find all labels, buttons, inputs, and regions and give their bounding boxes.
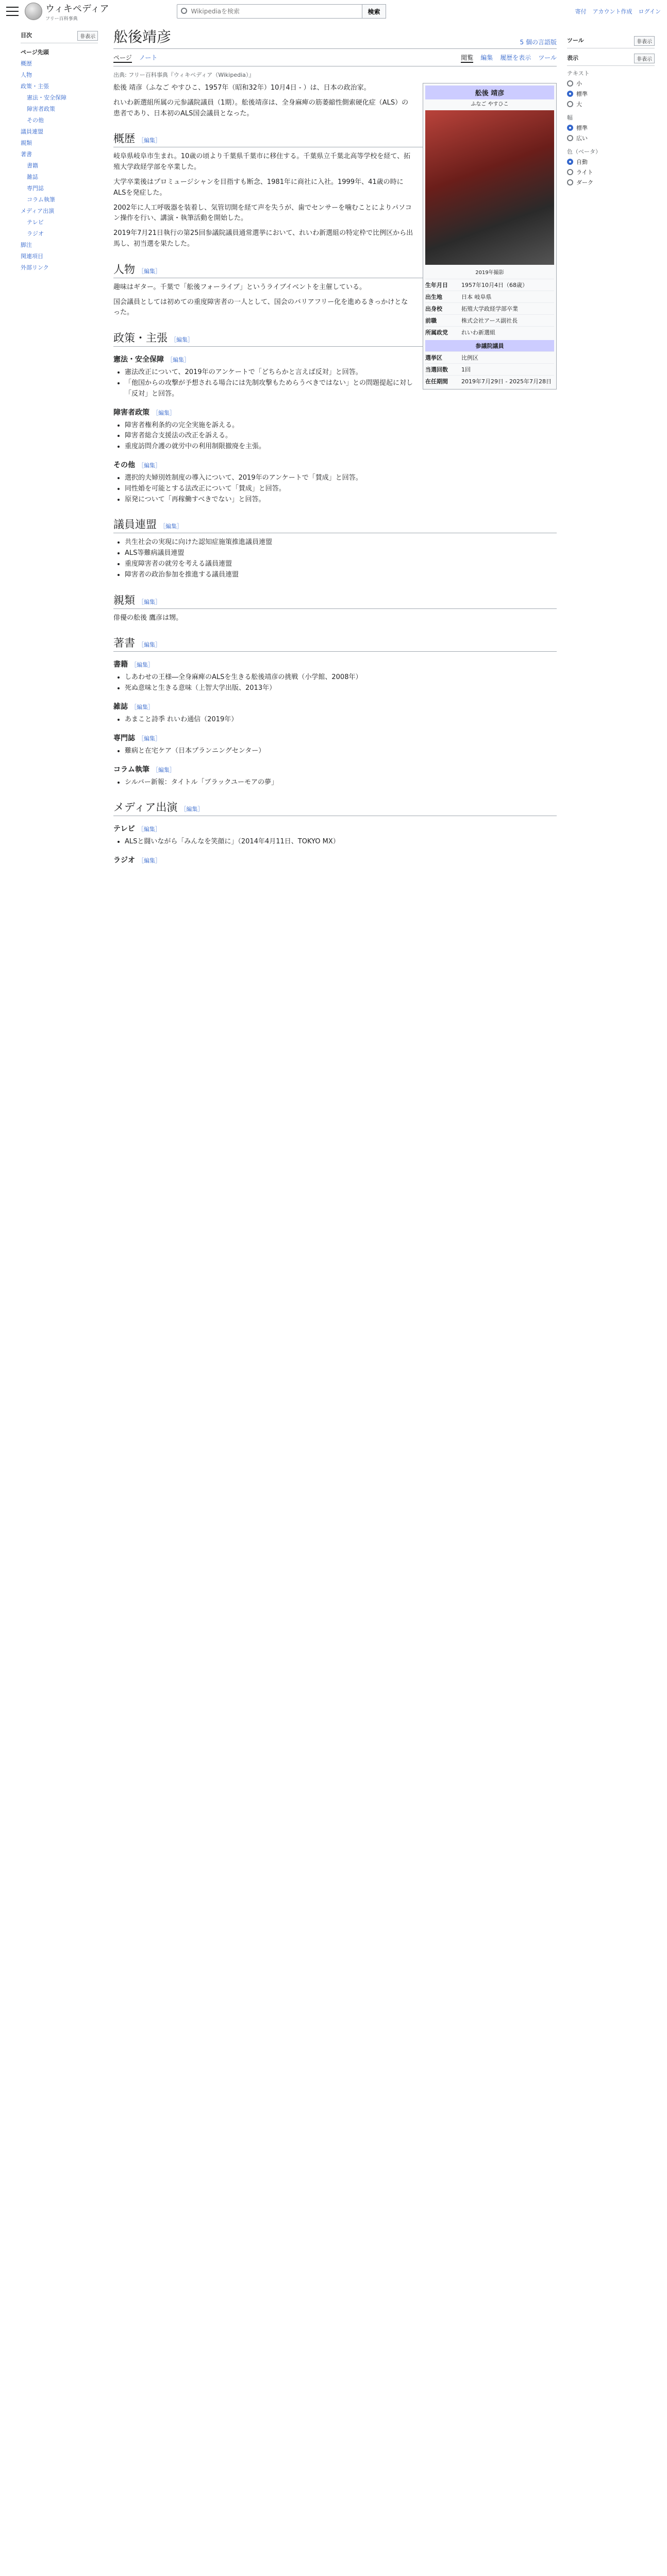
infobox-value: 2019年7月29日 - 2025年7月28日 <box>461 378 552 385</box>
header-link[interactable]: ログイン <box>638 8 661 15</box>
edit-link[interactable]: ［編集］ <box>171 336 193 344</box>
list-item: • 障害者総合支援法の改正を訴える。 <box>125 431 557 442</box>
infobox-row <box>425 291 554 302</box>
edit-link[interactable]: ［編集］ <box>138 857 161 865</box>
action-tab-2[interactable]: 履歴を表示 <box>500 54 531 61</box>
bullet-list <box>125 777 557 788</box>
section-title: 議員連盟 <box>113 518 157 531</box>
subsection-heading <box>113 460 557 470</box>
paragraph: 趣味はギター。千葉で「舩後フォーライブ」というライブイベントを主催している。 <box>113 283 366 291</box>
radio-label: 標準 <box>576 125 588 131</box>
list-item: • 同性婚を可能とする法改正について「賛成」と回答。 <box>125 484 557 495</box>
header-link[interactable]: 寄付 <box>575 8 587 15</box>
radio-label: 標準 <box>576 91 588 97</box>
language-button[interactable]: 5 個の言語版 <box>520 39 557 46</box>
subsection-heading <box>113 701 557 711</box>
infobox-row <box>425 363 554 375</box>
radio-label: 小 <box>576 80 582 87</box>
radio-label: ライト <box>576 169 593 176</box>
paragraph: 2002年に人工呼吸器を装着し、気管切開を経て声を失うが、歯でセンサーを噛むことによりパソコン操作を行い、講演・執筆活動を開始した。 <box>113 204 412 223</box>
radio-label: 広い <box>576 135 588 142</box>
edit-link[interactable]: ［編集］ <box>180 806 204 813</box>
radio-option[interactable] <box>567 134 655 142</box>
infobox-key: 選挙区 <box>425 354 442 361</box>
list-item: • 重度障害者の就労を考える議員連盟 <box>125 559 557 570</box>
toc-item[interactable]: 人物 <box>21 72 32 78</box>
radio-option[interactable] <box>567 158 655 166</box>
toc-item[interactable]: 関連項目 <box>21 253 43 260</box>
infobox <box>423 83 557 389</box>
toc-item[interactable]: ページ先頭 <box>21 49 49 56</box>
search-input[interactable] <box>177 4 362 19</box>
radio-icon[interactable] <box>567 135 573 141</box>
subsection-title: 憲法・安全保障 <box>113 355 164 364</box>
bullet-list <box>125 473 557 505</box>
section-title: 人物 <box>113 263 135 276</box>
toc-item[interactable]: 概歴 <box>21 60 32 67</box>
subsection-heading <box>113 659 557 669</box>
radio-icon[interactable] <box>567 169 573 175</box>
subsection-heading <box>113 855 557 865</box>
radio-option[interactable] <box>567 124 655 132</box>
bullet-list <box>125 672 557 694</box>
bullet-list <box>125 537 557 580</box>
search-box <box>177 4 386 19</box>
list-item: • 「他国からの攻撃が予想される場合には先制攻撃もためらうべきではない」との問題提起に対し「反対」と回答。 <box>125 378 557 400</box>
infobox-row <box>425 279 554 291</box>
radio-icon[interactable] <box>567 125 573 131</box>
list-item: • 憲法改正について、2019年のアンケートで「どちらかと言えば反対」と回答。 <box>125 367 557 378</box>
paragraph: 岐阜県岐阜市生まれ。10歳の頃より千葉県千葉市に移住する。千葉県立千葉北高等学校を経て、拓殖大学政経学部を卒業した。 <box>113 152 411 172</box>
edit-link[interactable]: ［編集］ <box>167 357 190 364</box>
site-logo[interactable] <box>25 2 109 22</box>
list-item: • 重度訪問介護の就労中の利用制限撤廃を主張。 <box>125 442 557 452</box>
edit-link[interactable]: ［編集］ <box>138 462 161 469</box>
paragraph: 2019年7月21日執行の第25回参議院議員通常選挙において、れいわ新選組の特定枠で比例区から出馬し、初当選を果たした。 <box>113 229 413 248</box>
radio-option[interactable] <box>567 100 655 108</box>
infobox-value: れいわ新選組 <box>461 329 495 336</box>
top-header <box>0 0 667 23</box>
appearance-title: 表示 <box>567 55 578 61</box>
section-heading <box>113 799 557 816</box>
infobox-section: 参議院議員 <box>425 340 554 351</box>
edit-link[interactable]: ［編集］ <box>138 641 161 649</box>
list-item: • あまこと詩季 れいわ通信（2019年） <box>125 715 557 725</box>
radio-option[interactable] <box>567 79 655 88</box>
subsection-heading <box>113 733 557 743</box>
bullet-list <box>125 420 557 452</box>
section-title: 親類 <box>113 594 135 606</box>
toc-item[interactable]: 書籍 <box>27 162 38 169</box>
page-title: 舩後靖彦 <box>113 29 172 45</box>
infobox-title: 舩後 靖彦 <box>425 86 554 99</box>
portrait-photo[interactable] <box>425 110 554 265</box>
menu-icon[interactable] <box>6 7 19 16</box>
paragraph: 大学卒業後はプロミュージシャンを目指すも断念、1981年に商社に入社。1999年、41歳の時にALSを発症した。 <box>113 178 404 197</box>
list-item: • しあわせの王様―全身麻痺のALSを生きる舩後靖彦の挑戦（小学館、2008年） <box>125 672 557 683</box>
list-item: • ALSと闘いながら「みんなを笑顔に」（2014年4月11日、TOKYO MX） <box>125 837 557 848</box>
main-content <box>113 26 557 868</box>
list-item: • 選択的夫婦別姓制度の導入について、2019年のアンケートで「賛成」と回答。 <box>125 473 557 484</box>
radio-option[interactable] <box>567 178 655 187</box>
radio-label: 大 <box>576 101 582 108</box>
toc-item[interactable]: コラム執筆 <box>27 196 55 203</box>
infobox-row <box>425 326 554 338</box>
color-label: 色（ベータ） <box>567 148 601 155</box>
toc-item[interactable]: メディア出演 <box>21 208 55 214</box>
infobox-kana: ふなご やすひこ <box>471 101 509 107</box>
subsection-heading <box>113 764 557 774</box>
edit-link[interactable]: ［編集］ <box>131 662 154 669</box>
search-button[interactable]: 検索 <box>362 4 386 19</box>
subsection-title: その他 <box>113 461 135 469</box>
tools-hide-button[interactable]: 非表示 <box>634 36 655 46</box>
section-title: メディア出演 <box>113 801 178 814</box>
toc-item[interactable]: 脚注 <box>21 242 32 248</box>
toc-item[interactable]: 外部リンク <box>21 264 49 271</box>
subsection-title: 雑誌 <box>113 702 128 711</box>
list-item: • シルバー新報：タイトル「ブラックユーモアの夢」 <box>125 777 557 788</box>
infobox-row <box>425 314 554 326</box>
tab-0[interactable]: ページ <box>113 53 132 63</box>
edit-link[interactable]: ［編集］ <box>138 826 161 833</box>
toc-title: 目次 <box>21 32 32 39</box>
photo-caption: 2019年撮影 <box>475 270 504 276</box>
list-item: • 障害者の政治参加を推進する議員連盟 <box>125 570 557 581</box>
source-note: 出典: フリー百科事典『ウィキペディア（Wikipedia）』 <box>113 72 255 78</box>
toc-item[interactable]: 憲法・安全保障 <box>27 94 66 101</box>
appearance-panel <box>567 31 655 189</box>
infobox-value: 拓殖大学政経学部卒業 <box>461 306 518 312</box>
edit-link[interactable]: ［編集］ <box>138 267 161 275</box>
tab-1[interactable]: ノート <box>139 54 158 61</box>
bullet-list <box>125 746 557 757</box>
infobox-key: 生年月日 <box>425 282 448 289</box>
toc-item[interactable]: テレビ <box>27 219 44 226</box>
infobox-value: 比例区 <box>461 354 478 361</box>
section-title: 概歴 <box>113 132 135 145</box>
appearance-hide-button[interactable]: 非表示 <box>634 54 655 63</box>
subsection-title: テレビ <box>113 825 135 834</box>
intro-paragraph: 舩後 靖彦（ふなご やすひこ、1957年（昭和32年）10月4日 - ）は、日本の政治家。 <box>113 84 371 92</box>
infobox-key: 在任期間 <box>425 378 448 385</box>
subsection-heading <box>113 407 557 417</box>
infobox-key: 前職 <box>425 317 437 324</box>
subsection-title: コラム執筆 <box>113 765 149 774</box>
action-tab-1[interactable]: 編集 <box>480 54 493 61</box>
list-item: • 原発について「再稼働すべきでない」と回答。 <box>125 495 557 505</box>
edit-link[interactable]: ［編集］ <box>138 137 161 144</box>
header-link[interactable]: アカウント作成 <box>592 8 632 15</box>
infobox-row <box>425 302 554 314</box>
radio-option[interactable] <box>567 168 655 176</box>
infobox-row <box>425 375 554 387</box>
radio-icon[interactable] <box>567 159 573 165</box>
toc-hide-button[interactable]: 非表示 <box>77 31 98 41</box>
infobox-key: 当選回数 <box>425 366 448 373</box>
table-of-contents <box>21 31 98 273</box>
edit-link[interactable]: ［編集］ <box>131 703 154 710</box>
radio-label: ダーク <box>576 179 593 186</box>
radio-label: 自動 <box>576 159 588 165</box>
intro-paragraph-2: れいわ新選組所属の元参議院議員（1期）。舩後靖彦は、全身麻痺の筋萎縮性側索硬化症（ALS）の患者であり、日本初のALS国会議員となった。 <box>113 98 409 117</box>
list-item: • 難病と在宅ケア（日本プランニングセンター） <box>125 746 557 757</box>
infobox-value: 1回 <box>461 366 471 373</box>
bullet-list <box>125 715 557 725</box>
toc-item[interactable]: ラジオ <box>27 230 44 237</box>
edit-link[interactable]: ［編集］ <box>160 523 182 530</box>
section-heading <box>113 592 557 609</box>
subsection-title: 専門誌 <box>113 734 135 742</box>
action-tab-3[interactable]: ツール <box>538 54 557 61</box>
subsection-title: ラジオ <box>113 856 135 865</box>
list-item: • 障害者権利条約の完全実施を訴える。 <box>125 420 557 431</box>
edit-link[interactable]: ［編集］ <box>138 598 161 605</box>
infobox-key: 出生地 <box>425 294 442 300</box>
toc-item[interactable]: 障害者政策 <box>27 106 55 112</box>
logo-subtitle: フリー百科事典 <box>45 16 78 22</box>
logo-title: ウィキペディア <box>45 3 109 14</box>
toc-item[interactable]: 専門誌 <box>27 185 44 192</box>
text-size-label: テキスト <box>567 70 590 77</box>
bullet-list <box>125 837 557 848</box>
subsection-title: 書籍 <box>113 660 128 669</box>
list-item: • 共生社会の実現に向けた認知症施策推進議員連盟 <box>125 537 557 548</box>
toc-item[interactable]: 議員連盟 <box>21 128 43 135</box>
infobox-value: 日本 岐阜県 <box>461 294 492 300</box>
edit-link[interactable]: ［編集］ <box>152 766 175 773</box>
infobox-value: 1957年10月4日（68歳） <box>461 282 528 289</box>
action-tab-0[interactable]: 閲覧 <box>461 53 473 63</box>
subsection-heading <box>113 823 557 834</box>
width-label: 幅 <box>567 114 573 121</box>
edit-link[interactable]: ［編集］ <box>153 409 175 416</box>
toc-item[interactable]: 雑誌 <box>27 174 38 180</box>
infobox-row <box>425 351 554 363</box>
radio-option[interactable] <box>567 90 655 98</box>
infobox-key: 出身校 <box>425 306 442 312</box>
tools-title: ツール <box>567 37 584 44</box>
section-heading <box>113 635 557 652</box>
subsection-title: 障害者政策 <box>113 408 149 417</box>
list-item: • ALS等難病議員連盟 <box>125 548 557 559</box>
personal-links <box>575 7 661 15</box>
edit-link[interactable]: ［編集］ <box>138 735 161 742</box>
infobox-value: 株式会社アース副社長 <box>461 317 518 324</box>
list-item: • 死ぬ意味と生きる意味（上智大学出版、2013年） <box>125 683 557 694</box>
section-heading <box>113 516 557 533</box>
paragraph: 俳優の舩後 鷹彦は甥。 <box>113 614 183 622</box>
radio-icon[interactable] <box>567 80 573 87</box>
paragraph: 国会議員としては初めての重度障害者の一人として、国会のバリアフリー化を進めるきっかけとなった。 <box>113 298 408 317</box>
toc-item[interactable]: 著書 <box>21 151 32 158</box>
wikipedia-globe-icon <box>25 3 42 20</box>
section-title: 政策・主張 <box>113 332 168 345</box>
toc-item[interactable]: 政策・主張 <box>21 83 49 90</box>
infobox-key: 所属政党 <box>425 329 448 336</box>
radio-icon[interactable] <box>567 101 573 107</box>
section-title: 著書 <box>113 637 135 650</box>
toc-item[interactable]: その他 <box>27 117 44 124</box>
radio-icon[interactable] <box>567 179 573 185</box>
radio-icon[interactable] <box>567 91 573 97</box>
toc-item[interactable]: 親類 <box>21 140 32 146</box>
